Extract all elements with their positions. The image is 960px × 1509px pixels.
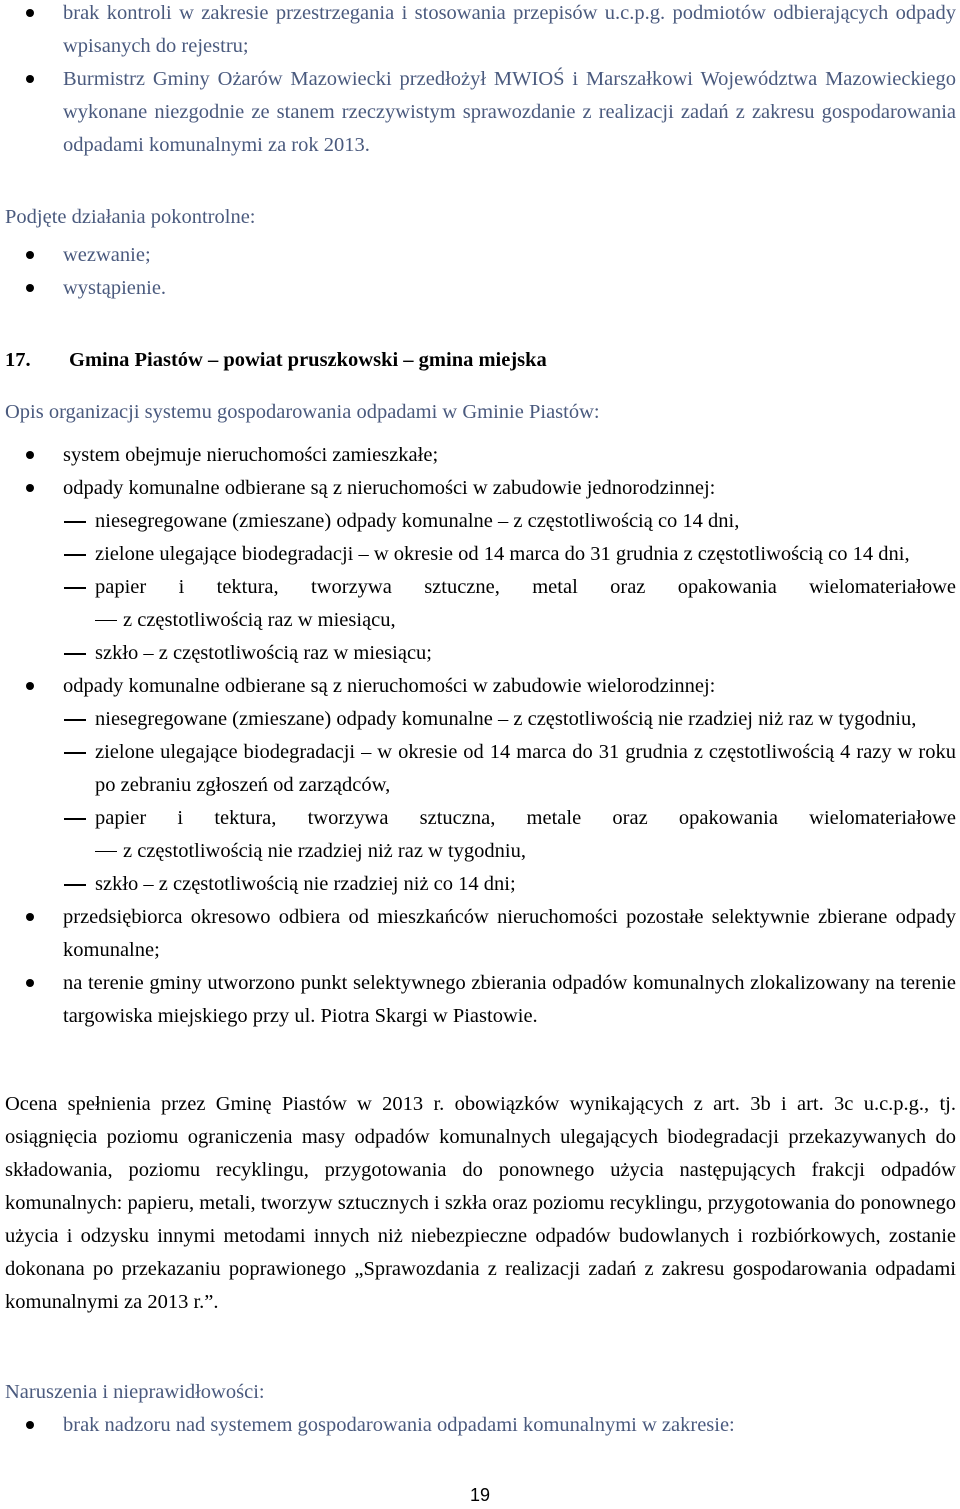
list-item: brak kontroli w zakresie przestrzegania i stosowania przepisów u.c.p.g. podmiotów odbierających odpady wpisanych do rejestru;: [0, 0, 956, 63]
dash-icon: [64, 884, 86, 886]
sub-list-item: szkło – z częstotliwością raz w miesiącu;: [0, 637, 956, 670]
section-number: 17.: [5, 349, 31, 371]
sub-list-item: zielone ulegające biodegradacji – w okresie od 14 marca do 31 grudnia z częstotliwością 4 razy w roku po zebraniu zgłoszeń od zarządców,: [0, 736, 956, 802]
sub-list-item: niesegregowane (zmieszane) odpady komunalne – z częstotliwością nie rzadziej niż raz w tygodniu,: [0, 703, 956, 736]
followup-heading: Podjęte działania pokontrolne:: [5, 206, 256, 228]
dash-icon: [64, 587, 86, 589]
dash-icon: [64, 719, 86, 721]
bullet-icon: [26, 1421, 34, 1429]
dash-icon: [95, 620, 117, 622]
list-item: na terenie gminy utworzono punkt selektywnego zbierania odpadów komunalnych zlokalizowany na terenie targowiska miejskiego przy ul. Piotra Skargi w Piastowie.: [0, 967, 956, 1033]
dash-icon: [95, 851, 117, 853]
sub-list-item: zielone ulegające biodegradacji – w okresie od 14 marca do 31 grudnia z częstotliwością co 14 dni,: [0, 538, 956, 571]
list-item: odpady komunalne odbierane są z nieruchomości w zabudowie wielorodzinnej:: [0, 670, 956, 703]
sub-list-item: niesegregowane (zmieszane) odpady komunalne – z częstotliwością co 14 dni,: [0, 505, 956, 538]
list-item: przedsiębiorca okresowo odbiera od mieszkańców nieruchomości pozostałe selektywnie zbierane odpady komunalne;: [0, 901, 956, 967]
sub-list-continuation: z częstotliwością raz w miesiącu,: [0, 604, 956, 637]
list-item: Burmistrz Gminy Ożarów Mazowiecki przedłożył MWIOŚ i Marszałkowi Województwa Mazowieckiego wykonane niezgodnie ze stanem rzeczywistym sprawozdanie z realizacji zadań z zakresu gospodarowania odpadami komunalnymi za rok 2013.: [0, 63, 956, 162]
description-section: [0, 396, 960, 1033]
bullet-icon: [26, 75, 34, 83]
sub-list-item: szkło – z częstotliwością nie rzadziej niż co 14 dni;: [0, 868, 956, 901]
followup-section: [0, 201, 960, 305]
dash-icon: [64, 653, 86, 655]
assessment-section: [0, 1088, 960, 1319]
bullet-icon: [26, 979, 34, 987]
dash-icon: [64, 554, 86, 556]
assessment-paragraph: Ocena spełnienia przez Gminę Piastów w 2013 r. obowiązków wynikających z art. 3b i art. 3c u.c.p.g., tj. osiągnięcia poziomu ograniczenia masy odpadów komunalnych ulegających biodegradacji przekazywanych do składowania, poziomu recyklingu, przygotowania do ponownego użycia następujących frakcji odpadów komunalnych: papieru, metali, tworzyw sztucznych i szkła oraz poziomu recyklingu, przygotowania do ponownego użycia i odzysku innymi metodami innych niż niebezpieczne odpadów budowlanych i rozbiórkowych, zostanie dokonana po przekazaniu poprawionego „Sprawozdania z realizacji zadań z zakresu gospodarowania odpadami komunalnymi za 2013 r.”.: [5, 1093, 956, 1313]
bullet-icon: [26, 284, 34, 292]
bullet-icon: [26, 913, 34, 921]
section-title: Gmina Piastów – powiat pruszkowski – gmina miejska: [69, 349, 547, 371]
sub-list-item: papier i tektura, tworzywa sztuczne, metal oraz opakowania wielomateriałowe: [0, 571, 956, 604]
description-intro: Opis organizacji systemu gospodarowania odpadami w Gminie Piastów:: [5, 401, 600, 423]
bullet-icon: [26, 9, 34, 17]
list-item: wezwanie;: [0, 239, 956, 272]
list-item: brak nadzoru nad systemem gospodarowania odpadami komunalnymi w zakresie:: [0, 1409, 956, 1442]
dash-icon: [64, 521, 86, 523]
section-heading: [0, 344, 960, 377]
bullet-icon: [26, 484, 34, 492]
bullet-icon: [26, 451, 34, 459]
dash-icon: [64, 818, 86, 820]
page-number: 19: [469, 1485, 491, 1505]
violations-section: [0, 1376, 960, 1442]
bullet-icon: [26, 682, 34, 690]
violations-heading: Naruszenia i nieprawidłowości:: [5, 1381, 265, 1403]
sub-list-item: papier i tektura, tworzywa sztuczna, metale oraz opakowania wielomateriałowe: [0, 802, 956, 835]
top-bullet-list: [0, 0, 960, 162]
list-item: odpady komunalne odbierane są z nieruchomości w zabudowie jednorodzinnej:: [0, 472, 956, 505]
dash-icon: [64, 752, 86, 754]
sub-list-continuation: z częstotliwością nie rzadziej niż raz w tygodniu,: [0, 835, 956, 868]
bullet-icon: [26, 251, 34, 259]
list-item: wystąpienie.: [0, 272, 956, 305]
list-item: system obejmuje nieruchomości zamieszkałe;: [0, 439, 956, 472]
